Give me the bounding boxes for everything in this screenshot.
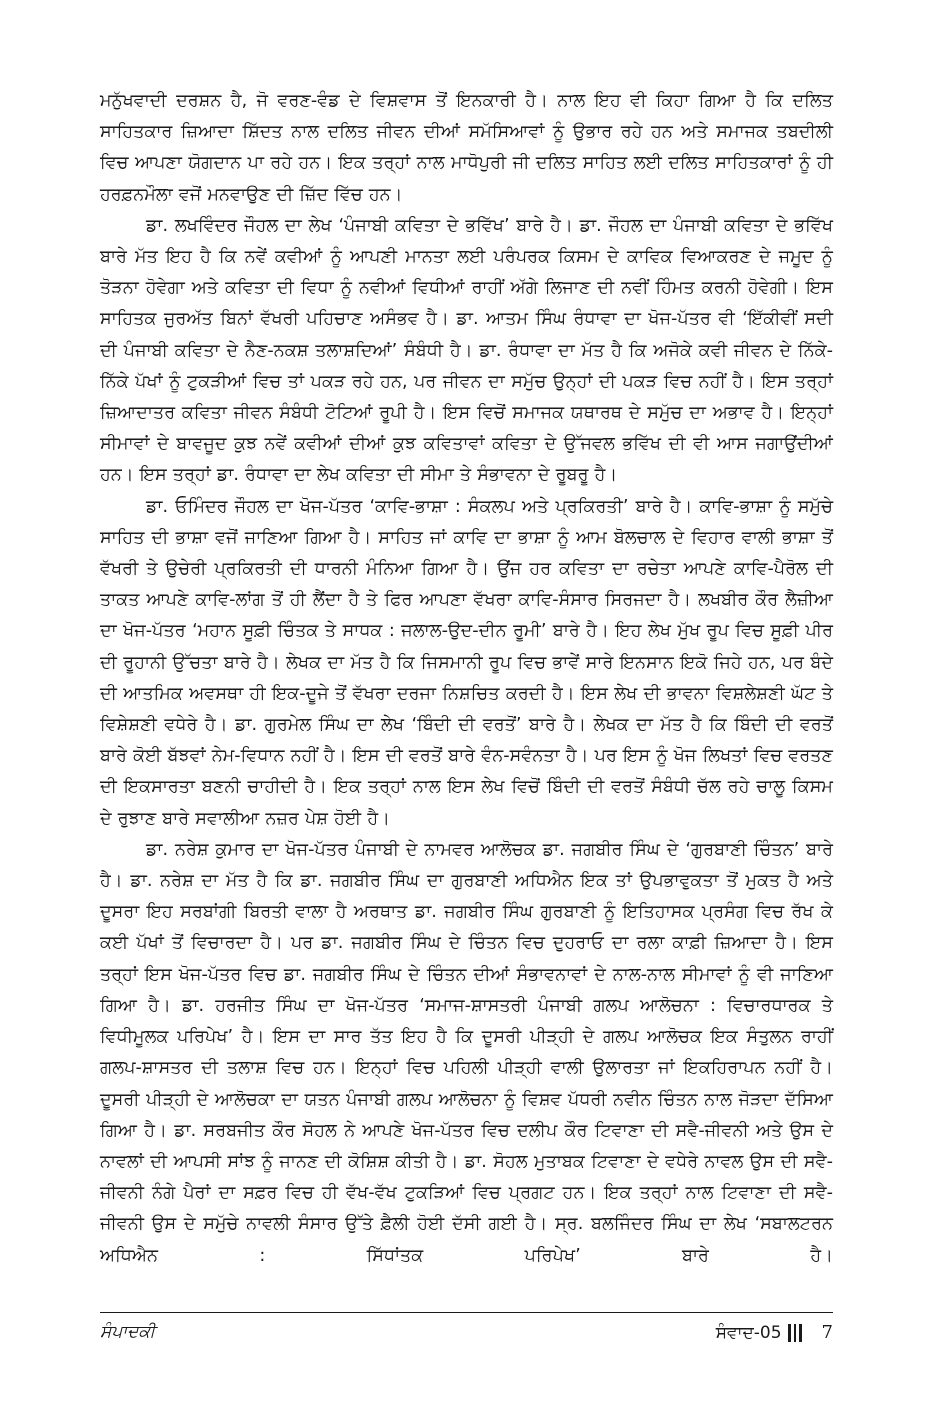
section-label: ਸੰਪਾਦਕੀ [100, 1322, 156, 1342]
journal-name: ਸੰਵਾਦ-05 [715, 1322, 782, 1343]
bars-icon [788, 1324, 802, 1342]
footer-right [716, 1322, 833, 1343]
paragraph-2: ਡਾ. ਲਖਵਿੰਦਰ ਜੌਹਲ ਦਾ ਲੇਖ ‘ਪੰਜਾਬੀ ਕਵਿਤਾ ਦੇ ਭਵਿੱਖ’ ਬਾਰੇ ਹੈ। ਡਾ. ਜੌਹਲ ਦਾ ਪੰਜਾਬੀ ਕਵਿਤਾ ਦੇ ਭਵਿੱਖ ਬਾਰੇ ਮੱਤ ਇਹ ਹੈ ਕਿ ਨਵੇਂ ਕਵੀਆਂ ਨੂੰ ਆਪਣੀ ਮਾਨਤਾ ਲਈ ਪਰੰਪਰਕ ਕਿਸਮ ਦੇ ਕਾਵਿਕ ਵਿਆਕਰਣ ਦੇ ਜਮੂਦ ਨੂੰ ਤੋੜਨਾ ਹੋਵੇਗਾ ਅਤੇ ਕਵਿਤਾ ਦੀ ਵਿਧਾ ਨੂੰ ਨਵੀਆਂ ਵਿਧੀਆਂ ਰਾਹੀਂ ਅੱਗੇ ਲਿਜਾਣ ਦੀ ਨਵੀਂ ਹਿੰਮਤ ਕਰਨੀ ਹੋਵੇਗੀ। ਇਸ ਸਾਹਿਤਕ ਜੁਰਅੱਤ ਬਿਨਾਂ ਵੱਖਰੀ ਪਹਿਚਾਣ ਅਸੰਭਵ ਹੈ। ਡਾ. ਆਤਮ ਸਿੰਘ ਰੰਧਾਵਾ ਦਾ ਖੋਜ-ਪੱਤਰ ਵੀ ‘ਇੱਕੀਵੀਂ ਸਦੀ ਦੀ ਪੰਜਾਬੀ ਕਵਿਤਾ ਦੇ ਨੈਣ-ਨਕਸ਼ ਤਲਾਸ਼ਦਿਆਂ’ ਸੰਬੰਧੀ ਹੈ। ਡਾ. ਰੰਧਾਵਾ ਦਾ ਮੱਤ ਹੈ ਕਿ ਅਜੋਕੇ ਕਵੀ ਜੀਵਨ ਦੇ ਨਿੱਕੇ-ਨਿੱਕੇ ਪੱਖਾਂ ਨੂੰ ਟੁਕੜੀਆਂ ਵਿਚ ਤਾਂ ਪਕੜ ਰਹੇ ਹਨ, ਪਰ ਜੀਵਨ ਦਾ ਸਮੁੱਚ ਉਨ੍ਹਾਂ ਦੀ ਪਕੜ ਵਿਚ ਨਹੀਂ ਹੈ। ਇਸ ਤਰ੍ਹਾਂ ਜ਼ਿਆਦਾਤਰ ਕਵਿਤਾ ਜੀਵਨ ਸੰਬੰਧੀ ਟੋਟਿਆਂ ਰੂਪੀ ਹੈ। ਇਸ ਵਿਚੋਂ ਸਮਾਜਕ ਯਥਾਰਥ ਦੇ ਸਮੁੱਚ ਦਾ ਅਭਾਵ ਹੈ। ਇਨ੍ਹਾਂ ਸੀਮਾਵਾਂ ਦੇ ਬਾਵਜੂਦ ਕੁਝ ਨਵੇਂ ਕਵੀਆਂ ਦੀਆਂ ਕੁਝ ਕਵਿਤਾਵਾਂ ਕਵਿਤਾ ਦੇ ਉੱਜਵਲ ਭਵਿੱਖ ਦੀ ਵੀ ਆਸ ਜਗਾਉਂਦੀਆਂ ਹਨ। ਇਸ ਤਰ੍ਹਾਂ ਡਾ. ਰੰਧਾਵਾ ਦਾ ਲੇਖ ਕਵਿਤਾ ਦੀ ਸੀਮਾ ਤੇ ਸੰਭਾਵਨਾ ਦੇ ਰੂਬਰੂ ਹੈ। [100, 215, 833, 486]
footer-divider [100, 1312, 833, 1313]
paragraph-4: ਡਾ. ਨਰੇਸ਼ ਕੁਮਾਰ ਦਾ ਖੋਜ-ਪੱਤਰ ਪੰਜਾਬੀ ਦੇ ਨਾਮਵਰ ਆਲੋਚਕ ਡਾ. ਜਗਬੀਰ ਸਿੰਘ ਦੇ ‘ਗੁਰਬਾਣੀ ਚਿੰਤਨ’ ਬਾਰੇ ਹੈ। ਡਾ. ਨਰੇਸ਼ ਦਾ ਮੱਤ ਹੈ ਕਿ ਡਾ. ਜਗਬੀਰ ਸਿੰਘ ਦਾ ਗੁਰਬਾਣੀ ਅਧਿਐਨ ਇਕ ਤਾਂ ਉਪਭਾਵੁਕਤਾ ਤੋਂ ਮੁਕਤ ਹੈ ਅਤੇ ਦੂਸਰਾ ਇਹ ਸਰਬਾਂਗੀ ਬਿਰਤੀ ਵਾਲਾ ਹੈ ਅਰਥਾਤ ਡਾ. ਜਗਬੀਰ ਸਿੰਘ ਗੁਰਬਾਣੀ ਨੂੰ ਇਤਿਹਾਸਕ ਪ੍ਰਸੰਗ ਵਿਚ ਰੱਖ ਕੇ ਕਈ ਪੱਖਾਂ ਤੋਂ ਵਿਚਾਰਦਾ ਹੈ। ਪਰ ਡਾ. ਜਗਬੀਰ ਸਿੰਘ ਦੇ ਚਿੰਤਨ ਵਿਚ ਦੁਹਰਾਓ ਦਾ ਰਲਾ ਕਾਫ਼ੀ ਜ਼ਿਆਦਾ ਹੈ। ਇਸ ਤਰ੍ਹਾਂ ਇਸ ਖੋਜ-ਪੱਤਰ ਵਿਚ ਡਾ. ਜਗਬੀਰ ਸਿੰਘ ਦੇ ਚਿੰਤਨ ਦੀਆਂ ਸੰਭਾਵਨਾਵਾਂ ਦੇ ਨਾਲ-ਨਾਲ ਸੀਮਾਵਾਂ ਨੂੰ ਵੀ ਜਾਣਿਆ ਗਿਆ ਹੈ। ਡਾ. ਹਰਜੀਤ ਸਿੰਘ ਦਾ ਖੋਜ-ਪੱਤਰ ‘ਸਮਾਜ-ਸ਼ਾਸਤਰੀ ਪੰਜਾਬੀ ਗਲਪ ਆਲੋਚਨਾ : ਵਿਚਾਰਧਾਰਕ ਤੇ ਵਿਧੀਮੂਲਕ ਪਰਿਪੇਖ’ ਹੈ। ਇਸ ਦਾ ਸਾਰ ਤੱਤ ਇਹ ਹੈ ਕਿ ਦੂਸਰੀ ਪੀੜ੍ਹੀ ਦੇ ਗਲਪ ਆਲੋਚਕ ਇਕ ਸੰਤੁਲਨ ਰਾਹੀਂ ਗਲਪ-ਸ਼ਾਸਤਰ ਦੀ ਤਲਾਸ਼ ਵਿਚ ਹਨ। ਇਨ੍ਹਾਂ ਵਿਚ ਪਹਿਲੀ ਪੀੜ੍ਹੀ ਵਾਲੀ ਉਲਾਰਤਾ ਜਾਂ ਇਕਹਿਰਾਪਨ ਨਹੀਂ ਹੈ। ਦੂਸਰੀ ਪੀੜ੍ਹੀ ਦੇ ਆਲੋਚਕਾ ਦਾ ਯਤਨ ਪੰਜਾਬੀ ਗਲਪ ਆਲੋਚਨਾ ਨੂੰ ਵਿਸ਼ਵ ਪੱਧਰੀ ਨਵੀਨ ਚਿੰਤਨ ਨਾਲ ਜੋੜਦਾ ਦੱਸਿਆ ਗਿਆ ਹੈ। ਡਾ. ਸਰਬਜੀਤ ਕੌਰ ਸੋਹਲ ਨੇ ਆਪਣੇ ਖੋਜ-ਪੱਤਰ ਵਿਚ ਦਲੀਪ ਕੌਰ ਟਿਵਾਣਾ ਦੀ ਸਵੈ-ਜੀਵਨੀ ਅਤੇ ਉਸ ਦੇ ਨਾਵਲਾਂ ਦੀ ਆਪਸੀ ਸਾਂਝ ਨੂੰ ਜਾਨਣ ਦੀ ਕੋਸ਼ਿਸ਼ ਕੀਤੀ ਹੈ। ਡਾ. ਸੋਹਲ ਮੁਤਾਬਕ ਟਿਵਾਣਾ ਦੇ ਵਧੇਰੇ ਨਾਵਲ ਉਸ ਦੀ ਸਵੈ-ਜੀਵਨੀ ਨੰਗੇ ਪੈਰਾਂ ਦਾ ਸਫ਼ਰ ਵਿਚ ਹੀ ਵੱਖ-ਵੱਖ ਟੁਕੜਿਆਂ ਵਿਚ ਪ੍ਰਗਟ ਹਨ। ਇਕ ਤਰ੍ਹਾਂ ਨਾਲ ਟਿਵਾਣਾ ਦੀ ਸਵੈ-ਜੀਵਨੀ ਉਸ ਦੇ ਸਮੁੱਚੇ ਨਾਵਲੀ ਸੰਸਾਰ ਉੱਤੇ ਫ਼ੈਲੀ ਹੋਈ ਦੱਸੀ ਗਈ ਹੈ। ਸ੍ਰ. ਬਲਜਿੰਦਰ ਸਿੰਘ ਦਾ ਲੇਖ ‘ਸਬਾਲਟਰਨ ਅਧਿਐਨ : ਸਿੱਧਾਂਤਕ ਪਰਿਪੇਖ’ ਬਾਰੇ ਹੈ। [100, 839, 833, 1266]
paragraph-1: ਮਨੁੱਖਵਾਦੀ ਦਰਸ਼ਨ ਹੈ, ਜੋ ਵਰਣ-ਵੰਡ ਦੇ ਵਿਸ਼ਵਾਸ ਤੋਂ ਇਨਕਾਰੀ ਹੈ। ਨਾਲ ਇਹ ਵੀ ਕਿਹਾ ਗਿਆ ਹੈ ਕਿ ਦਲਿਤ ਸਾਹਿਤਕਾਰ ਜ਼ਿਆਦਾ ਸ਼ਿੱਦਤ ਨਾਲ ਦਲਿਤ ਜੀਵਨ ਦੀਆਂ ਸਮੱਸਿਆਵਾਂ ਨੂੰ ਉਭਾਰ ਰਹੇ ਹਨ ਅਤੇ ਸਮਾਜਕ ਤਬਦੀਲੀ ਵਿਚ ਆਪਣਾ ਯੋਗਦਾਨ ਪਾ ਰਹੇ ਹਨ। ਇਕ ਤਰ੍ਹਾਂ ਨਾਲ ਮਾਧੋਪੁਰੀ ਜੀ ਦਲਿਤ ਸਾਹਿਤ ਲਈ ਦਲਿਤ ਸਾਹਿਤਕਾਰਾਂ ਨੂੰ ਹੀ ਹਰਫ਼ਨਮੌਲਾ ਵਜੋਂ ਮਨਵਾਉਣ ਦੀ ਜ਼ਿੱਦ ਵਿੱਚ ਹਨ। [100, 91, 833, 205]
page-body [100, 86, 833, 1272]
paragraph-3: ਡਾ. ਓਮਿੰਦਰ ਜੌਹਲ ਦਾ ਖੋਜ-ਪੱਤਰ ‘ਕਾਵਿ-ਭਾਸ਼ਾ : ਸੰਕਲਪ ਅਤੇ ਪ੍ਰਕਿਰਤੀ’ ਬਾਰੇ ਹੈ। ਕਾਵਿ-ਭਾਸ਼ਾ ਨੂੰ ਸਮੁੱਚੇ ਸਾਹਿਤ ਦੀ ਭਾਸ਼ਾ ਵਜੋਂ ਜਾਣਿਆ ਗਿਆ ਹੈ। ਸਾਹਿਤ ਜਾਂ ਕਾਵਿ ਦਾ ਭਾਸ਼ਾ ਨੂੰ ਆਮ ਬੋਲਚਾਲ ਦੇ ਵਿਹਾਰ ਵਾਲੀ ਭਾਸ਼ਾ ਤੋਂ ਵੱਖਰੀ ਤੇ ਉਚੇਰੀ ਪ੍ਰਕਿਰਤੀ ਦੀ ਧਾਰਨੀ ਮੰਨਿਆ ਗਿਆ ਹੈ। ਉਂਜ ਹਰ ਕਵਿਤਾ ਦਾ ਰਚੇਤਾ ਆਪਣੇ ਕਾਵਿ-ਪੈਰੋਲ ਦੀ ਤਾਕਤ ਆਪਣੇ ਕਾਵਿ-ਲਾਂਗ ਤੋਂ ਹੀ ਲੈਂਦਾ ਹੈ ਤੇ ਫਿਰ ਆਪਣਾ ਵੱਖਰਾ ਕਾਵਿ-ਸੰਸਾਰ ਸਿਰਜਦਾ ਹੈ। ਲਖਬੀਰ ਕੌਰ ਲੈਜ਼ੀਆ ਦਾ ਖੋਜ-ਪੱਤਰ ‘ਮਹਾਨ ਸੂਫ਼ੀ ਚਿੰਤਕ ਤੇ ਸਾਧਕ : ਜਲਾਲ-ਉਦ-ਦੀਨ ਰੂਮੀ’ ਬਾਰੇ ਹੈ। ਇਹ ਲੇਖ ਮੁੱਖ ਰੂਪ ਵਿਚ ਸੂਫ਼ੀ ਪੀਰ ਦੀ ਰੂਹਾਨੀ ਉੱਚਤਾ ਬਾਰੇ ਹੈ। ਲੇਖਕ ਦਾ ਮੱਤ ਹੈ ਕਿ ਜਿਸਮਾਨੀ ਰੂਪ ਵਿਚ ਭਾਵੇਂ ਸਾਰੇ ਇਨਸਾਨ ਇਕੋ ਜਿਹੇ ਹਨ, ਪਰ ਬੰਦੇ ਦੀ ਆਤਮਿਕ ਅਵਸਥਾ ਹੀ ਇਕ-ਦੂਜੇ ਤੋਂ ਵੱਖਰਾ ਦਰਜਾ ਨਿਸ਼ਚਿਤ ਕਰਦੀ ਹੈ। ਇਸ ਲੇਖ ਦੀ ਭਾਵਨਾ ਵਿਸ਼ਲੇਸ਼ਣੀ ਘੱਟ ਤੇ ਵਿਸ਼ੇਸ਼ਣੀ ਵਧੇਰੇ ਹੈ। ਡਾ. ਗੁਰਮੇਲ ਸਿੰਘ ਦਾ ਲੇਖ ‘ਬਿੰਦੀ ਦੀ ਵਰਤੋਂ’ ਬਾਰੇ ਹੈ। ਲੇਖਕ ਦਾ ਮੱਤ ਹੈ ਕਿ ਬਿੰਦੀ ਦੀ ਵਰਤੋਂ ਬਾਰੇ ਕੋਈ ਬੱਝਵਾਂ ਨੇਮ-ਵਿਧਾਨ ਨਹੀਂ ਹੈ। ਇਸ ਦੀ ਵਰਤੋਂ ਬਾਰੇ ਵੰਨ-ਸਵੰਨਤਾ ਹੈ। ਪਰ ਇਸ ਨੂੰ ਖੋਜ ਲਿਖਤਾਂ ਵਿਚ ਵਰਤਣ ਦੀ ਇਕਸਾਰਤਾ ਬਣਨੀ ਚਾਹੀਦੀ ਹੈ। ਇਕ ਤਰ੍ਹਾਂ ਨਾਲ ਇਸ ਲੇਖ ਵਿਚੋਂ ਬਿੰਦੀ ਦੀ ਵਰਤੋਂ ਸੰਬੰਧੀ ਚੱਲ ਰਹੇ ਚਾਲੂ ਕਿਸਮ ਦੇ ਰੁਝਾਣ ਬਾਰੇ ਸਵਾਲੀਆ ਨਜ਼ਰ ਪੇਸ਼ ਹੋਈ ਹੈ। [100, 496, 833, 829]
page-number: 7 [821, 1322, 833, 1343]
page-footer [100, 1322, 833, 1350]
